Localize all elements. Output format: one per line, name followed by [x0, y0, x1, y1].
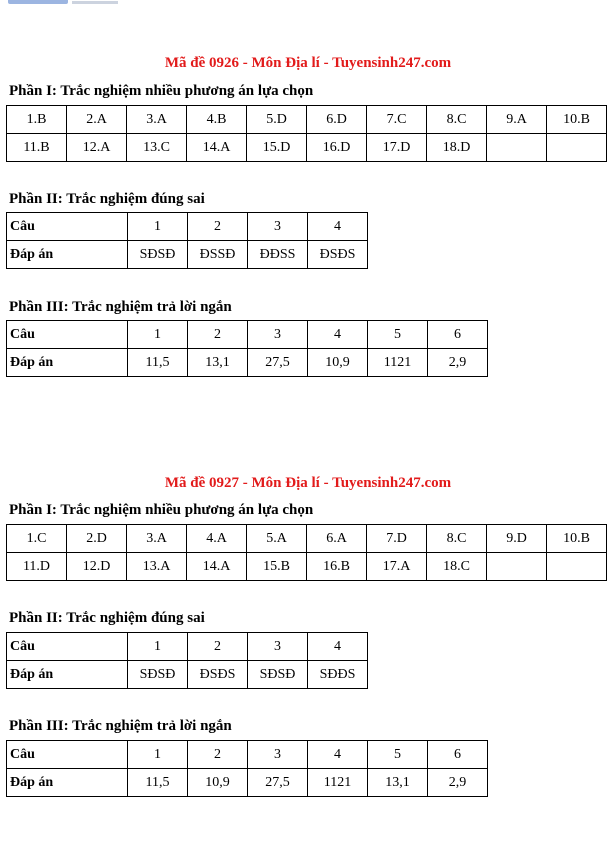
answer-cell: 27,5 — [248, 349, 308, 377]
exam-title: Mã đề 0927 - Môn Địa lí - Tuyensinh247.com — [164, 475, 452, 491]
answer-cell: 12.D — [67, 553, 127, 581]
table-row — [7, 661, 368, 689]
part2-answer-table — [6, 212, 368, 269]
question-number: 2 — [188, 633, 248, 661]
answer-cell: 11,5 — [128, 769, 188, 797]
answer-cell: 14.A — [187, 134, 247, 162]
row-label: Câu — [7, 213, 128, 241]
answer-cell: ĐSĐS — [308, 241, 368, 269]
answer-cell: 13.A — [127, 553, 187, 581]
part1-answer-table — [6, 524, 607, 581]
answer-cell: 13.C — [127, 134, 187, 162]
answer-cell: ĐSĐS — [188, 661, 248, 689]
answer-cell: 10,9 — [188, 769, 248, 797]
answer-cell: 2.D — [67, 525, 127, 553]
answer-cell: SĐĐS — [308, 661, 368, 689]
answer-cell: 4.B — [187, 106, 247, 134]
row-label: Đáp án — [7, 769, 128, 797]
answer-cell: 11,5 — [128, 349, 188, 377]
question-number: 4 — [308, 741, 368, 769]
question-number: 4 — [308, 633, 368, 661]
answer-cell: 1121 — [368, 349, 428, 377]
answer-cell: 8.C — [427, 106, 487, 134]
question-number: 5 — [368, 321, 428, 349]
row-label: Câu — [7, 321, 128, 349]
answer-cell: 1.C — [7, 525, 67, 553]
table-row — [7, 349, 488, 377]
table-row — [7, 553, 607, 581]
answer-cell: 13,1 — [188, 349, 248, 377]
row-label: Đáp án — [7, 661, 128, 689]
table-row — [7, 106, 607, 134]
question-number: 2 — [188, 213, 248, 241]
answer-cell: 3.A — [127, 106, 187, 134]
answer-cell: 12.A — [67, 134, 127, 162]
answer-cell: 5.A — [247, 525, 307, 553]
answer-cell: 11.B — [7, 134, 67, 162]
question-number: 4 — [308, 213, 368, 241]
table-row — [7, 633, 368, 661]
question-number: 6 — [428, 321, 488, 349]
part1-heading: Phần I: Trắc nghiệm nhiều phương án lựa chọn — [9, 83, 314, 99]
answer-cell: 18.D — [427, 134, 487, 162]
question-number: 3 — [248, 633, 308, 661]
site-logo — [0, 0, 130, 8]
row-label: Câu — [7, 633, 128, 661]
part3-answer-table — [6, 320, 488, 377]
question-number: 2 — [188, 741, 248, 769]
question-number: 2 — [188, 321, 248, 349]
table-row — [7, 241, 368, 269]
answer-cell: 7.C — [367, 106, 427, 134]
question-number: 4 — [308, 321, 368, 349]
part2-heading: Phần II: Trắc nghiệm đúng sai — [9, 610, 205, 626]
answer-cell: SĐSĐ — [128, 661, 188, 689]
table-row — [7, 213, 368, 241]
part1-heading: Phần I: Trắc nghiệm nhiều phương án lựa chọn — [9, 502, 314, 518]
question-number: 3 — [248, 321, 308, 349]
answer-cell — [487, 134, 547, 162]
answer-cell: SĐSĐ — [128, 241, 188, 269]
answer-cell: 10.B — [547, 106, 607, 134]
exam-title: Mã đề 0926 - Môn Địa lí - Tuyensinh247.com — [164, 55, 452, 71]
answer-cell: 11.D — [7, 553, 67, 581]
part1-answer-table — [6, 105, 607, 162]
question-number: 6 — [428, 741, 488, 769]
question-number: 3 — [248, 741, 308, 769]
answer-cell: 6.D — [307, 106, 367, 134]
answer-cell: 13,1 — [368, 769, 428, 797]
row-label: Đáp án — [7, 349, 128, 377]
answer-cell: 4.A — [187, 525, 247, 553]
table-row — [7, 525, 607, 553]
part3-answer-table — [6, 740, 488, 797]
question-number: 1 — [128, 741, 188, 769]
answer-cell: 2.A — [67, 106, 127, 134]
answer-cell: 1.B — [7, 106, 67, 134]
table-row — [7, 769, 488, 797]
question-number: 3 — [248, 213, 308, 241]
answer-cell: 7.D — [367, 525, 427, 553]
answer-cell: 14.A — [187, 553, 247, 581]
row-label: Đáp án — [7, 241, 128, 269]
answer-cell — [487, 553, 547, 581]
answer-cell — [547, 134, 607, 162]
answer-cell: 8.C — [427, 525, 487, 553]
answer-cell: 10.B — [547, 525, 607, 553]
answer-cell: 15.B — [247, 553, 307, 581]
part2-heading: Phần II: Trắc nghiệm đúng sai — [9, 191, 205, 207]
part3-heading: Phần III: Trắc nghiệm trả lời ngắn — [9, 718, 232, 734]
part2-answer-table — [6, 632, 368, 689]
answer-cell: 18.C — [427, 553, 487, 581]
answer-cell: 9.D — [487, 525, 547, 553]
answer-cell: 5.D — [247, 106, 307, 134]
table-row — [7, 321, 488, 349]
question-number: 5 — [368, 741, 428, 769]
answer-cell: 15.D — [247, 134, 307, 162]
answer-cell: 1121 — [308, 769, 368, 797]
table-row — [7, 134, 607, 162]
answer-cell: ĐĐSS — [248, 241, 308, 269]
answer-cell: 17.D — [367, 134, 427, 162]
answer-cell: SĐSĐ — [248, 661, 308, 689]
part3-heading: Phần III: Trắc nghiệm trả lời ngắn — [9, 299, 232, 315]
table-row — [7, 741, 488, 769]
answer-cell — [547, 553, 607, 581]
row-label: Câu — [7, 741, 128, 769]
answer-cell: 16.D — [307, 134, 367, 162]
answer-cell: 16.B — [307, 553, 367, 581]
answer-cell: 2,9 — [428, 349, 488, 377]
answer-cell: 10,9 — [308, 349, 368, 377]
question-number: 1 — [128, 633, 188, 661]
question-number: 1 — [128, 321, 188, 349]
answer-cell: 2,9 — [428, 769, 488, 797]
answer-cell: 9.A — [487, 106, 547, 134]
question-number: 1 — [128, 213, 188, 241]
answer-cell: 6.A — [307, 525, 367, 553]
answer-cell: 27,5 — [248, 769, 308, 797]
answer-cell: ĐSSĐ — [188, 241, 248, 269]
answer-cell: 3.A — [127, 525, 187, 553]
answer-cell: 17.A — [367, 553, 427, 581]
